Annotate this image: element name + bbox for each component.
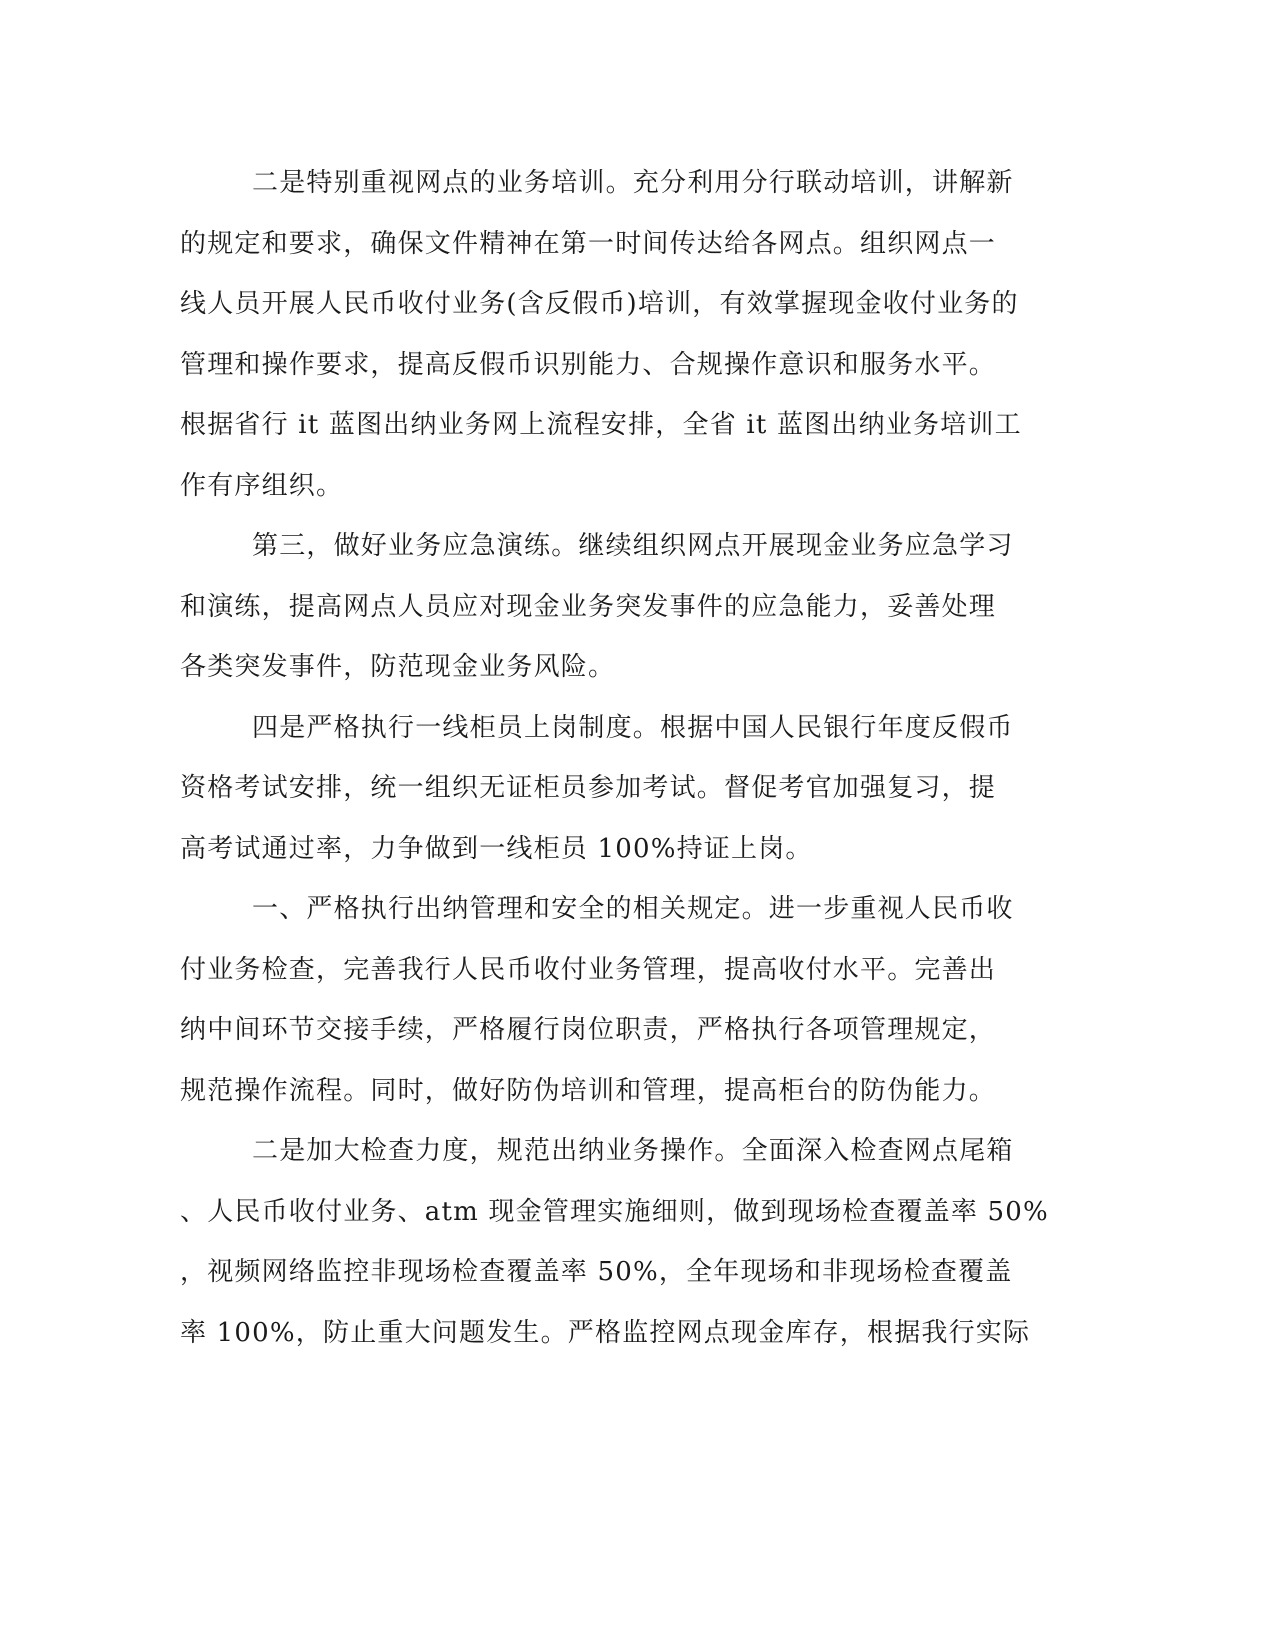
paragraph-line: 线人员开展人民币收付业务(含反假币)培训，有效掌握现金收付业务的 (180, 289, 1019, 319)
paragraph-line: 四是严格执行一线柜员上岗制度。根据中国人民银行年度反假币 (252, 712, 1014, 743)
paragraph-line: 第三，做好业务应急演练。继续组织网点开展现金业务应急学习 (252, 531, 1014, 561)
paragraph-line: 资格考试安排，统一组织无证柜员参加考试。督促考官加强复习，提 (180, 773, 997, 803)
paragraph-line: 管理和操作要求，提高反假币识别能力、合规操作意识和服务水平。 (180, 349, 997, 380)
paragraph-line: 作有序组织。 (180, 470, 344, 501)
document-body (180, 153, 1049, 1363)
paragraph-line: 二是加大检查力度，规范出纳业务操作。全面深入检查网点尾箱 (252, 1136, 1014, 1166)
paragraph-line: 二是特别重视网点的业务培训。充分利用分行联动培训，讲解新 (252, 168, 1014, 198)
paragraph-line: 的规定和要求，确保文件精神在第一时间传达给各网点。组织网点一 (180, 228, 997, 259)
paragraph-line: 和演练，提高网点人员应对现金业务突发事件的应急能力，妥善处理 (180, 591, 997, 622)
paragraph-line: 高考试通过率，力争做到一线柜员 100%持证上岗。 (180, 833, 813, 864)
paragraph-line: 率 100%，防止重大问题发生。严格监控网点现金库存，根据我行实际 (180, 1317, 1031, 1348)
paragraph-line: 各类突发事件，防范现金业务风险。 (180, 652, 616, 682)
paragraph-line: 规范操作流程。同时，做好防伪培训和管理，提高柜台的防伪能力。 (180, 1075, 997, 1106)
paragraph-line: 根据省行 it 蓝图出纳业务网上流程安排，全省 it 蓝图出纳业务培训工 (180, 410, 1022, 440)
paragraph-line: 一、严格执行出纳管理和安全的相关规定。进一步重视人民币收 (252, 894, 1014, 924)
paragraph-line: 付业务检查，完善我行人民币收付业务管理，提高收付水平。完善出 (180, 954, 997, 985)
paragraph-line: 、人民币收付业务、atm 现金管理实施细则，做到现场检查覆盖率 50% (180, 1196, 1049, 1227)
paragraph-line: ，视频网络监控非现场检查覆盖率 50%，全年现场和非现场检查覆盖 (180, 1257, 1013, 1287)
paragraph-line: 纳中间环节交接手续，严格履行岗位职责，严格执行各项管理规定， (180, 1015, 997, 1045)
